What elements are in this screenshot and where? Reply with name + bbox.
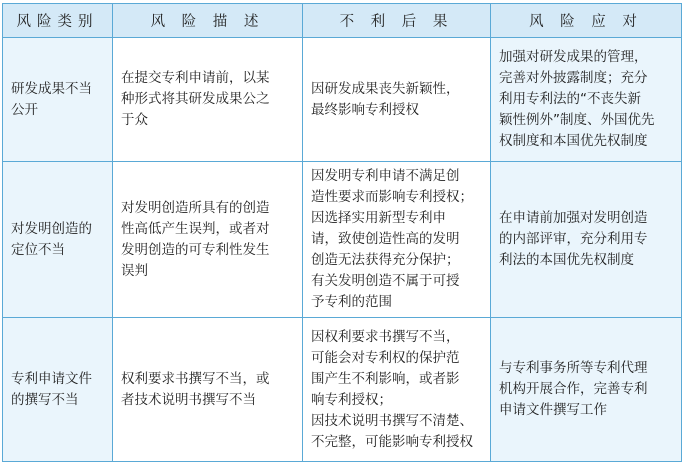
- description-text: 权利要求书撰写不当，或 者技术说明书撰写不当: [121, 370, 270, 408]
- response-cell: [491, 318, 682, 462]
- description-cell: [113, 162, 303, 318]
- header-adverse-consequence: 不 利 后 果: [303, 4, 491, 38]
- header-risk-category: 风险类别: [3, 4, 113, 38]
- consequence-cell: [303, 38, 491, 162]
- category-text: 专利申请文件 的撰写不当: [11, 370, 92, 408]
- description-cell: [113, 38, 303, 162]
- category-text: 研发成果不当 公开: [11, 80, 92, 118]
- table-row: [3, 162, 682, 318]
- header-row: [3, 4, 682, 38]
- table-row: [3, 38, 682, 162]
- response-text: 与专利事务所等专利代理 机构开展合作，完善专利 申请文件撰写工作: [499, 360, 648, 418]
- response-text: 在申请前加强对发明创造 的内部评审，充分利用专 利法的本国优先权制度: [499, 210, 648, 268]
- consequence-text: 因研发成果丧失新颖性， 最终影响专利授权: [311, 80, 460, 118]
- response-cell: [491, 162, 682, 318]
- category-cell: [3, 162, 113, 318]
- header-risk-description: 风 险 描 述: [113, 4, 303, 38]
- response-text: 加强对研发成果的管理， 完善对外披露制度；充分 利用专利法的“不丧失新 颖性例外”制度、外国优先 权制度和本国优先权制度: [499, 49, 655, 149]
- consequence-cell: [303, 318, 491, 462]
- response-cell: [491, 38, 682, 162]
- description-cell: [113, 318, 303, 462]
- risk-table: [2, 3, 682, 462]
- consequence-cell: [303, 162, 491, 318]
- table-row: [3, 318, 682, 462]
- category-cell: [3, 38, 113, 162]
- consequence-text: 因权利要求书撰写不当， 可能会对专利权的保护范 围产生不利影响，或者影 响专利授权； 因技术说明书撰写不清楚、 不完整，可能影响专利授权: [311, 328, 473, 450]
- description-text: 对发明创造所具有的创造 性高低产生误判，或者对 发明创造的可专利性发生 误判: [121, 199, 270, 279]
- description-text: 在提交专利申请前，以某 种形式将其研发成果公之 于众: [121, 70, 270, 128]
- category-text: 对发明创造的 定位不当: [11, 220, 92, 258]
- consequence-text: 因发明专利申请不满足创 造性要求而影响专利授权； 因选择实用新型专利申 请，致使创造性高的发明 创造无法获得充分保护； 有关发明创造不属于可授 予专利的范围: [311, 168, 473, 310]
- category-cell: [3, 318, 113, 462]
- header-risk-response: 风 险 应 对: [491, 4, 682, 38]
